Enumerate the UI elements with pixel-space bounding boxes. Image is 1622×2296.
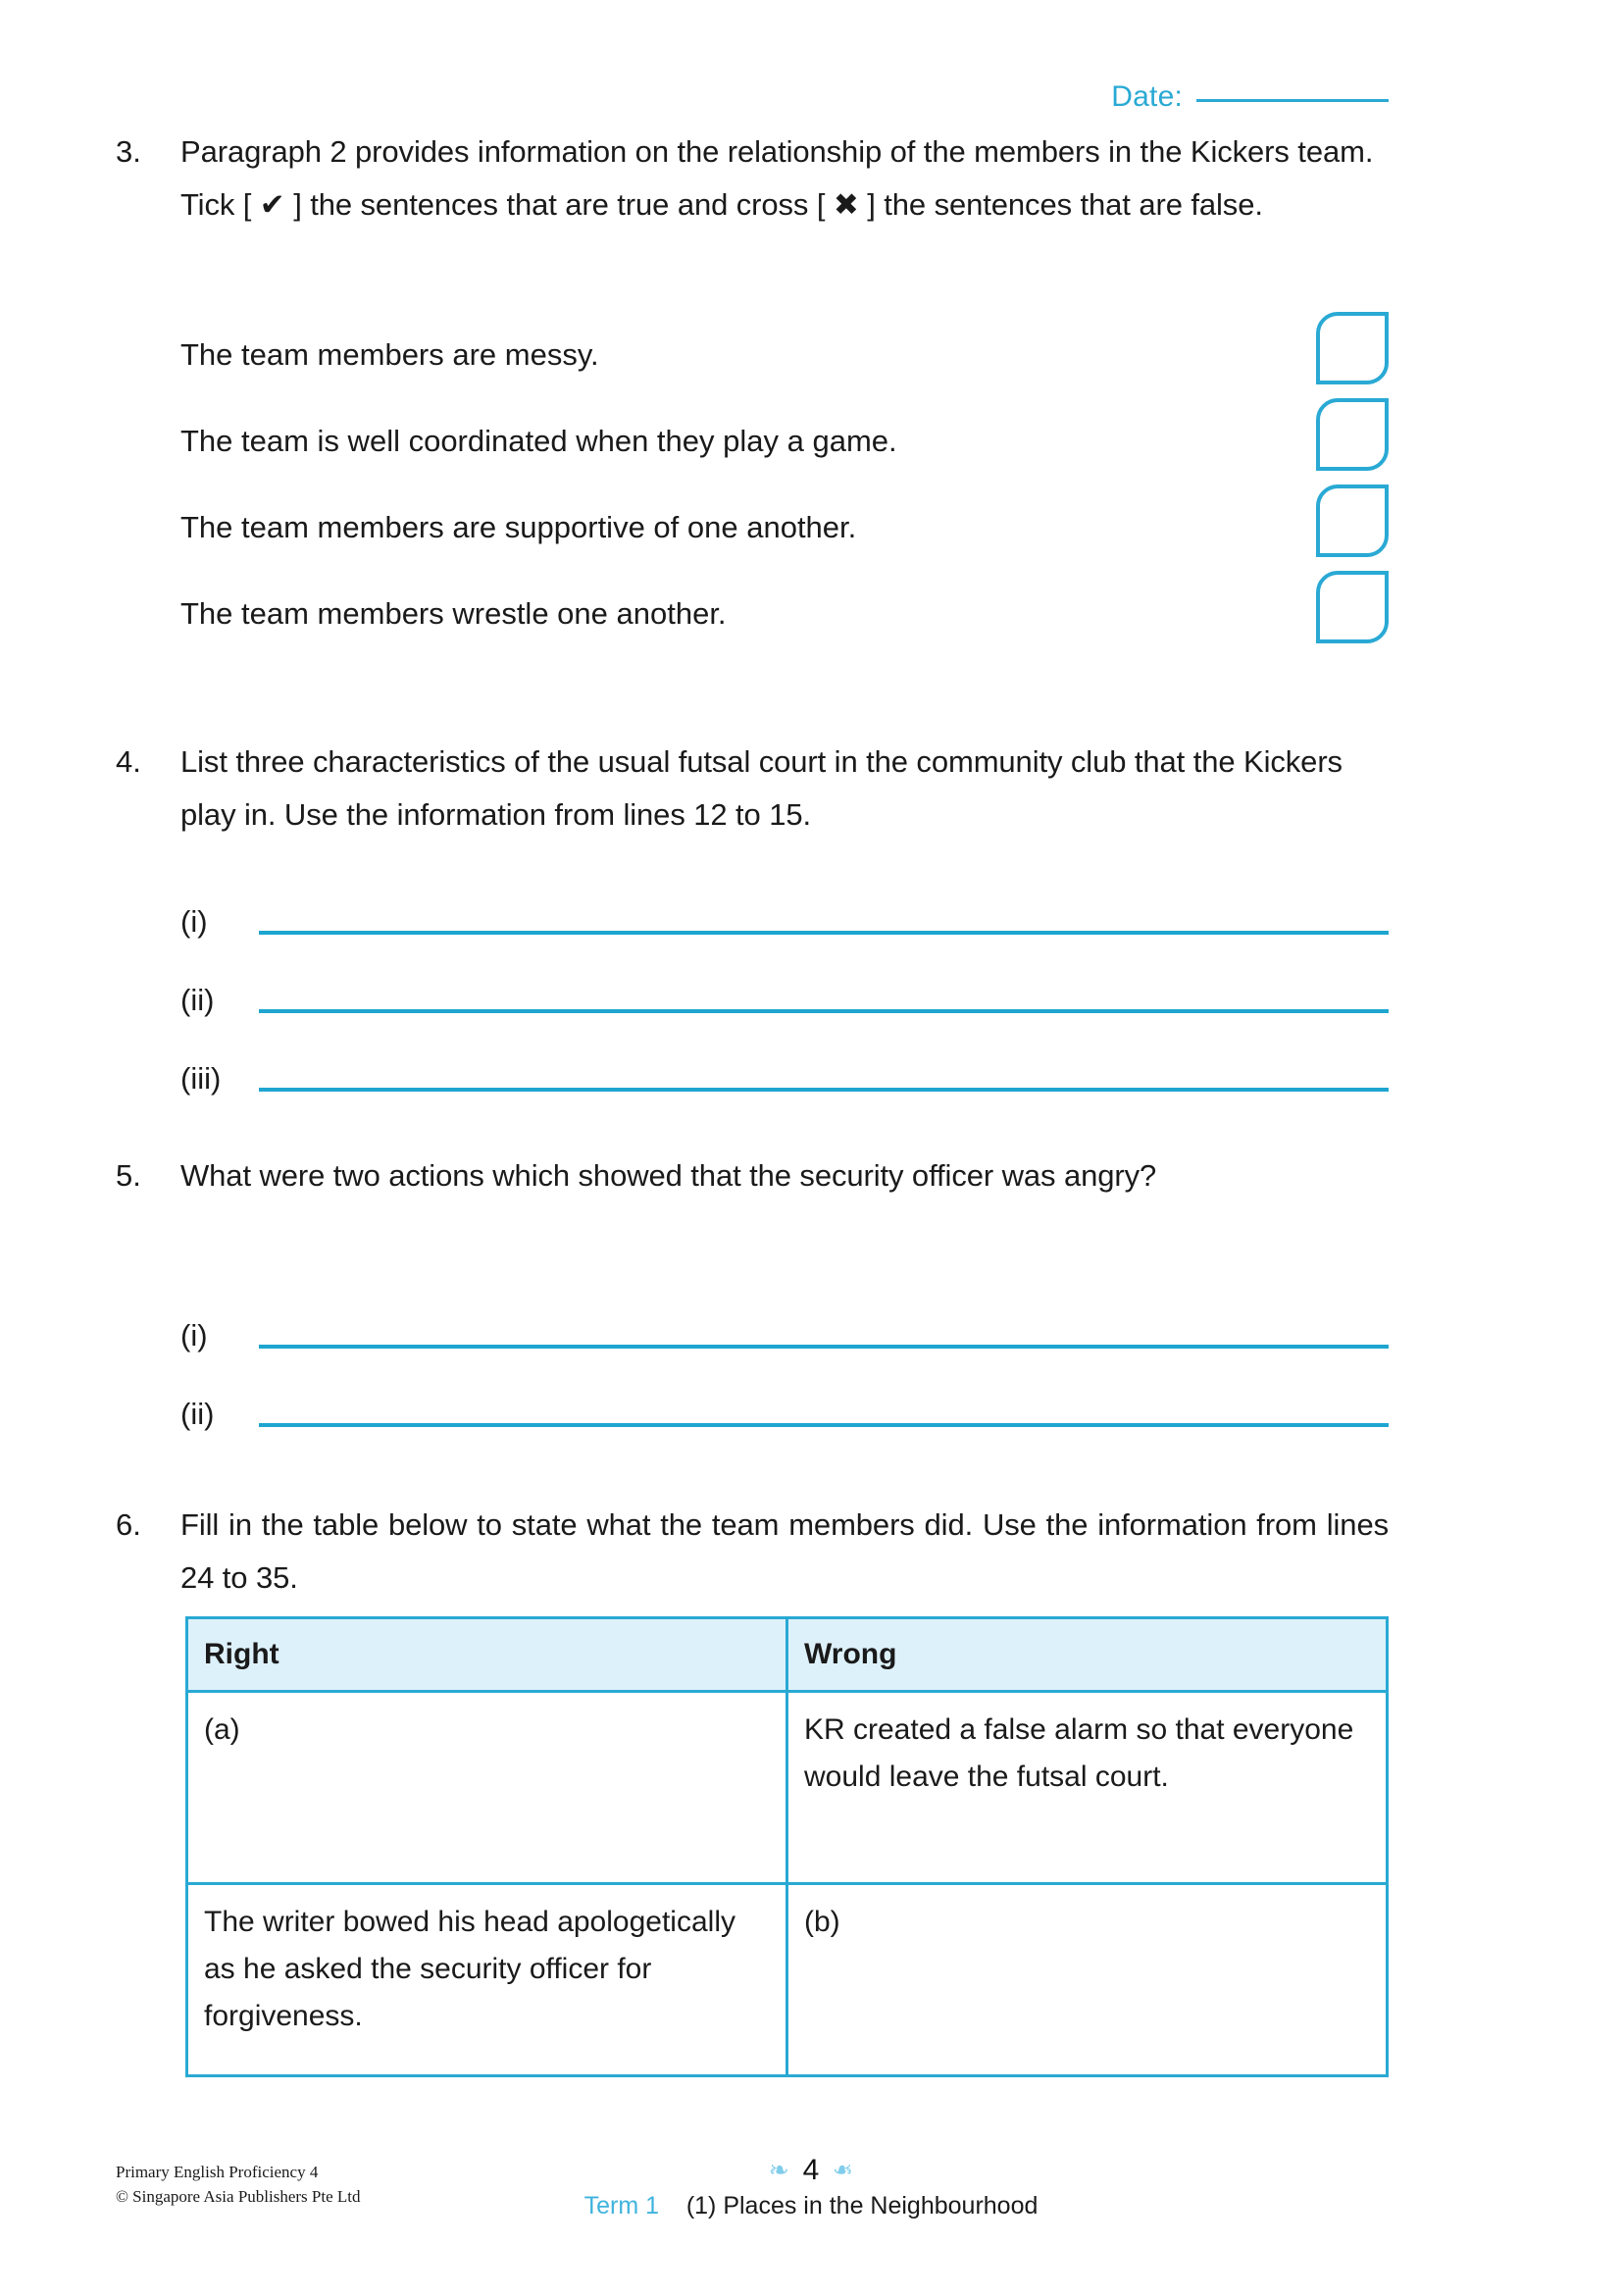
- table-head: [187, 1618, 1388, 1692]
- table-cell-wrong-b[interactable]: (b): [787, 1884, 1388, 2076]
- page-number-row: [0, 2154, 1622, 2187]
- question-4-number: 4.: [116, 744, 141, 779]
- statement-text: The team is well coordinated when they play a game.: [180, 424, 897, 458]
- date-write-line[interactable]: [1196, 99, 1389, 102]
- answer-label: (iii): [180, 1061, 222, 1096]
- table-row: [187, 1692, 1388, 1884]
- question-3-statement-list: [180, 326, 1389, 671]
- footer-center: [0, 2154, 1622, 2224]
- answer-write-line[interactable]: [259, 1009, 1389, 1013]
- question-5-answer-lines: [180, 1279, 1389, 1436]
- answer-row: [180, 1022, 1389, 1100]
- answer-row: [180, 1357, 1389, 1436]
- table-header-row: [187, 1618, 1388, 1692]
- answer-label: (ii): [180, 983, 215, 1017]
- answer-label: (i): [180, 904, 208, 939]
- question-5-text: What were two actions which showed that the security officer was angry?: [180, 1158, 1157, 1193]
- ornament-flourish-right-icon: ❧: [833, 2157, 854, 2184]
- tick-cross-checkbox[interactable]: [1316, 485, 1389, 557]
- footer-topic: (1) Places in the Neighbourhood: [685, 2192, 1039, 2219]
- statement-row: [180, 412, 1389, 498]
- footer-title-row: [0, 2187, 1622, 2224]
- statement-text: The team members are messy.: [180, 337, 599, 372]
- footer-term: Term 1: [583, 2192, 660, 2219]
- answer-row: [180, 1279, 1389, 1357]
- date-label: Date:: [1111, 80, 1183, 113]
- answer-write-line[interactable]: [259, 1088, 1389, 1092]
- statement-text: The team members wrestle one another.: [180, 596, 727, 631]
- table-header-right: Right: [187, 1618, 787, 1692]
- question-6: [116, 1499, 1389, 1605]
- table-row: [187, 1884, 1388, 2076]
- question-3-number: 3.: [116, 134, 141, 169]
- ornament-flourish-left-icon: ❧: [768, 2157, 789, 2184]
- answer-label: (ii): [180, 1397, 215, 1431]
- tick-cross-checkbox[interactable]: [1316, 571, 1389, 643]
- statement-row: [180, 326, 1389, 412]
- statement-row: [180, 585, 1389, 671]
- question-4-text: List three characteristics of the usual futsal court in the community club that the Kickers play in. Use the information from lines 12 to 15.: [180, 744, 1343, 832]
- question-4-answer-lines: [180, 865, 1389, 1100]
- question-4-heading: [116, 736, 1389, 842]
- table-body: [187, 1692, 1388, 2076]
- question-6-number: 6.: [116, 1507, 141, 1542]
- statement-row: [180, 498, 1389, 585]
- answer-write-line[interactable]: [259, 1423, 1389, 1427]
- question-3-text: Paragraph 2 provides information on the relationship of the members in the Kickers team. Tick [ ✔ ] the sentences that are true and cross [ ✖ ] the sentences that are false.: [180, 134, 1374, 222]
- question-3: [116, 126, 1389, 231]
- answer-label: (i): [180, 1318, 208, 1352]
- question-4: [116, 736, 1389, 842]
- table-cell-right-b: The writer bowed his head apologetically as he asked the security officer for forgiveness.: [187, 1884, 787, 2076]
- answer-write-line[interactable]: [259, 931, 1389, 935]
- tick-cross-checkbox[interactable]: [1316, 312, 1389, 384]
- question-5: [116, 1149, 1389, 1202]
- answer-write-line[interactable]: [259, 1345, 1389, 1349]
- page-number: 4: [802, 2154, 820, 2186]
- statement-text: The team members are supportive of one another.: [180, 510, 857, 544]
- question-3-heading: [116, 126, 1389, 231]
- table-cell-wrong-a: KR created a false alarm so that everyone would leave the futsal court.: [787, 1692, 1388, 1884]
- date-field[interactable]: [1111, 80, 1389, 114]
- footer-book-title: Primary English Proficiency 4: [116, 2163, 319, 2181]
- tick-cross-checkbox[interactable]: [1316, 398, 1389, 471]
- footer-copyright: © Singapore Asia Publishers Pte Ltd: [116, 2187, 361, 2206]
- table-header-wrong: Wrong: [787, 1618, 1388, 1692]
- question-5-heading: [116, 1149, 1389, 1202]
- answer-row: [180, 944, 1389, 1022]
- question-6-heading: [116, 1499, 1389, 1605]
- table-cell-right-a[interactable]: (a): [187, 1692, 787, 1884]
- question-6-text: Fill in the table below to state what the team members did. Use the information from lines 24 to 35.: [180, 1507, 1389, 1595]
- right-wrong-table: [185, 1616, 1389, 2077]
- answer-row: [180, 865, 1389, 944]
- question-5-number: 5.: [116, 1158, 141, 1193]
